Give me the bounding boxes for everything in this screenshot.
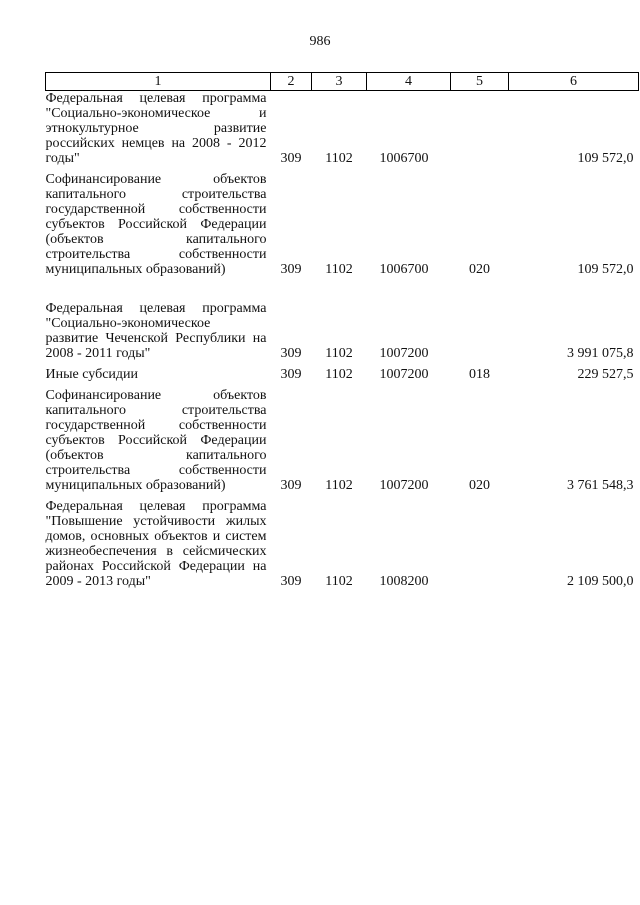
row-col-2: 309 xyxy=(280,151,302,166)
row-col-3: 1102 xyxy=(325,574,353,589)
row-col-5 xyxy=(451,277,509,361)
row-col-5: 020 xyxy=(469,262,490,277)
table-row xyxy=(46,277,639,361)
header-col-6: 6 xyxy=(509,73,639,91)
row-col-2: 309 xyxy=(280,478,302,493)
row-col-2: 309 xyxy=(280,367,302,382)
row-name: Федеральная целевая программа "Повышение устойчивости жилых домов, основных объектов и систем жизнеобеспечения в сейсмических районах Российской Федерации на 2009 - 2013 годы" xyxy=(45,499,267,589)
header-col-4: 4 xyxy=(367,73,451,91)
row-name: Федеральная целевая программа "Социально-экономическое развитие Чеченской Республики на 2008 - 2011 годы" xyxy=(45,301,267,361)
row-amount: 109 572,0 xyxy=(577,262,634,277)
header-col-2: 2 xyxy=(271,73,312,91)
row-col-5: 018 xyxy=(469,367,490,382)
row-amount: 2 109 500,0 xyxy=(567,574,634,589)
header-col-3: 3 xyxy=(312,73,367,91)
row-col-3: 1102 xyxy=(325,262,353,277)
row-col-5: 020 xyxy=(469,478,490,493)
row-col-5 xyxy=(451,493,509,589)
page-number: 986 xyxy=(309,34,331,49)
row-name: Софинансирование объектов капитального строительства государственной собственности субъектов Российской Федерации (объектов капитального строительства собственности муниципальных образований) xyxy=(45,388,267,493)
row-col-4: 1008200 xyxy=(379,574,429,589)
table-row xyxy=(46,361,639,382)
row-col-4: 1007200 xyxy=(379,367,429,382)
table-row xyxy=(46,166,639,277)
header-row xyxy=(46,73,639,91)
header-col-5: 5 xyxy=(451,73,509,91)
row-col-2: 309 xyxy=(280,346,302,361)
row-col-4: 1007200 xyxy=(379,478,429,493)
row-col-3: 1102 xyxy=(325,478,353,493)
row-name: Иные субсидии xyxy=(45,367,139,382)
budget-table xyxy=(45,72,639,589)
row-col-3: 1102 xyxy=(325,151,353,166)
row-amount: 3 991 075,8 xyxy=(567,346,634,361)
row-amount: 3 761 548,3 xyxy=(567,478,634,493)
row-col-2: 309 xyxy=(280,262,302,277)
row-col-4: 1006700 xyxy=(379,262,429,277)
table-row xyxy=(46,493,639,589)
row-col-4: 1007200 xyxy=(379,346,429,361)
row-col-4: 1006700 xyxy=(379,151,429,166)
header-col-1: 1 xyxy=(46,73,271,91)
row-amount: 229 527,5 xyxy=(577,367,634,382)
row-col-3: 1102 xyxy=(325,367,353,382)
row-amount: 109 572,0 xyxy=(577,151,634,166)
row-col-2: 309 xyxy=(280,574,302,589)
row-name: Софинансирование объектов капитального строительства государственной собственности субъектов Российской Федерации (объектов капитального строительства собственности муниципальных образований) xyxy=(45,172,267,277)
row-col-3: 1102 xyxy=(325,346,353,361)
table-row xyxy=(46,91,639,167)
row-name: Федеральная целевая программа "Социально-экономическое и этнокультурное развитие российских немцев на 2008 - 2012 годы" xyxy=(45,91,267,166)
table-row xyxy=(46,382,639,493)
row-col-5 xyxy=(451,91,509,167)
